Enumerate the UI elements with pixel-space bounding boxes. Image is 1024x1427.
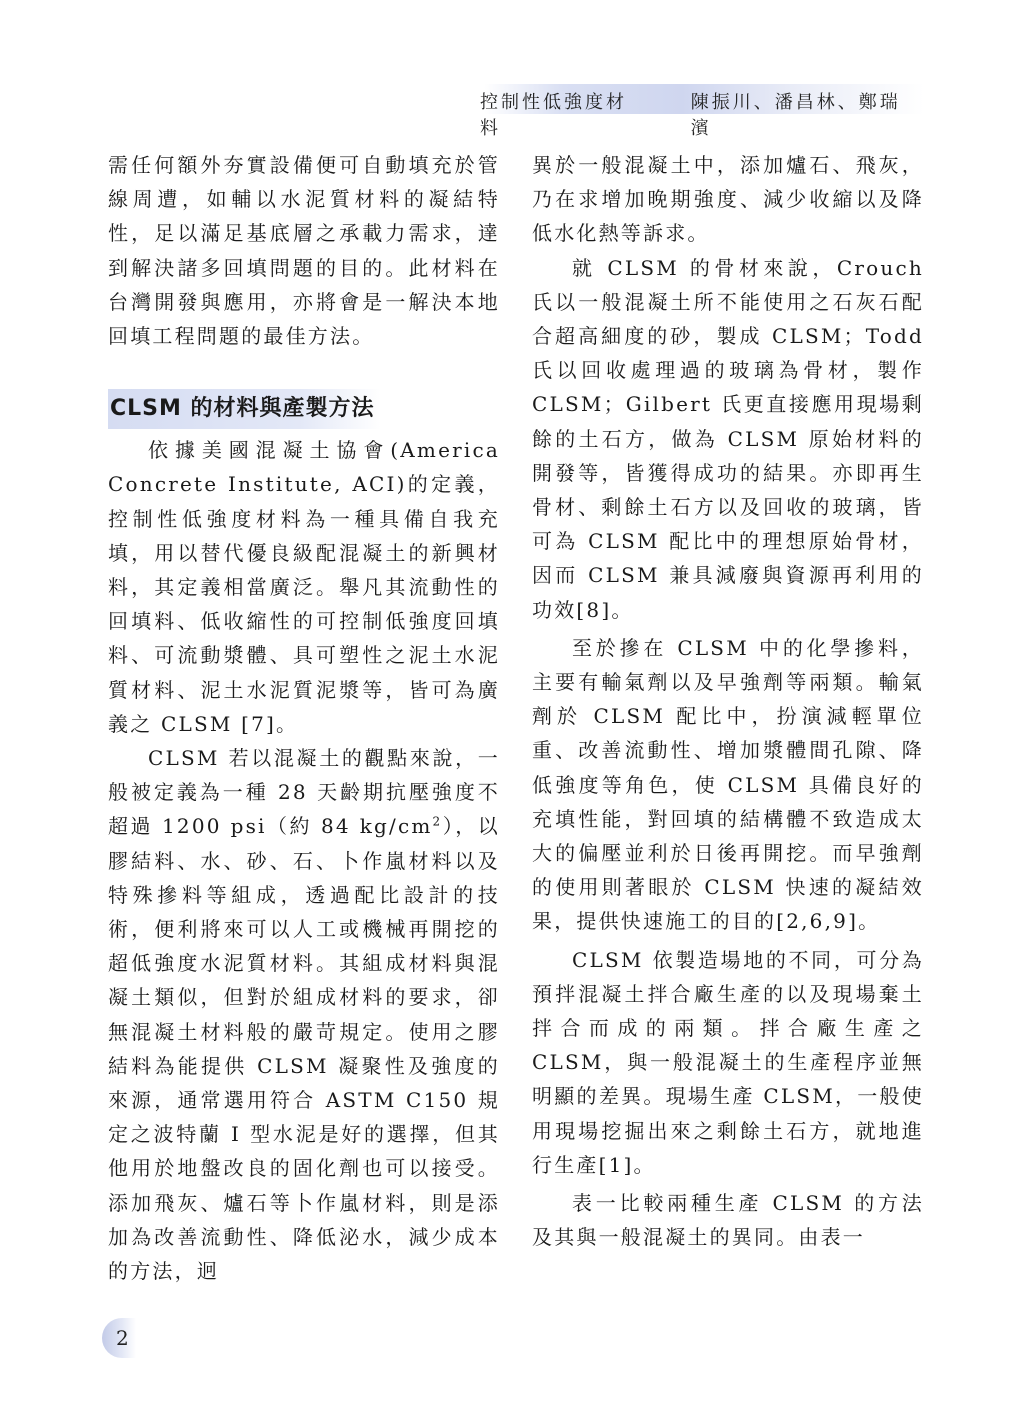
paragraph-text: CLSM 若以混凝土的觀點來說，一般被定義為一種 28 天齡期抗壓強度不超過 1200 psi（約 84 kg/cm	[108, 746, 500, 839]
paragraph: 至於摻在 CLSM 中的化學摻料，主要有輸氣劑以及早強劑等兩類。輸氣劑於 CLSM 配比中，扮演減輕單位重、改善流動性、增加漿體間孔隙、降低強度等角色，使 CLSM 具備良好的充填性能，對回填的結構體不致造成太大的偏壓並利於日後再開挖。而早強劑的使用則著眼於 CLSM 快速的凝結效果，提供快速施工的目的[2,6,9]。	[532, 635, 924, 934]
paragraph: CLSM 依製造場地的不同，可分為預拌混凝土拌合廠生產的以及現場棄土拌合而成的兩類。拌合廠生產之 CLSM，與一般混凝土的生產程序並無明顯的差異。現場生產 CLSM，一般使用現場挖掘出來之剩餘土石方，就地進行生產[1]。	[532, 947, 924, 1177]
paragraph: 依據美國混凝土協會(America Concrete Institute, ACI)的定義，控制性低強度材料為一種具備自我充填，用以替代優良級配混凝土的新興材料，其定義相當廣泛。舉凡其流動性的回填料、低收縮性的可控制低強度回填料、可流動漿體、具可塑性之泥土水泥質材料、泥土水泥質泥漿等，皆可為廣義之 CLSM [7]。	[108, 438, 500, 736]
paragraph	[108, 741, 500, 1288]
header-title: 控制性低強度材料	[480, 92, 627, 139]
paragraph: 異於一般混凝土中，添加爐石、飛灰，乃在求增加晚期強度、減少收縮以及降低水化熱等訴求。	[532, 153, 924, 246]
right-column	[532, 148, 924, 1255]
header-authors: 陳振川、潘昌林、鄭瑞濱	[690, 92, 901, 139]
paragraph-text: ），以膠結料、水、砂、石、卜作嵐材料以及特殊摻料等組成，透過配比設計的技術，便利將來可以人工或機械再開挖的超低強度水泥質材料。其組成材料與混凝土類似，但對於組成材料的要求，卻無混凝土材料般的嚴苛規定。使用之膠結料為能提供 CLSM 凝聚性及強度的來源，通常選用符合 ASTM C150 規定之波特蘭 I 型水泥是好的選擇，但其他用於地盤改良的固化劑也可以接受。添加飛灰、爐石等卜作嵐材料，則是添加為改善流動性、降低泌水，減少成本的方法，迥	[108, 814, 500, 1284]
left-column	[108, 148, 500, 1288]
paragraph: 需任何額外夯實設備便可自動填充於管線周遭，如輔以水泥質材料的凝結特性，足以滿足基底層之承載力需求，達到解決諸多回填問題的目的。此材料在台灣開發與應用，亦將會是一解決本地回填工程問題的最佳方法。	[108, 153, 500, 349]
running-header	[480, 88, 920, 140]
page-number-tab	[102, 1318, 136, 1358]
paragraph: 表一比較兩種生產 CLSM 的方法及其與一般混凝土的異同。由表一	[532, 1191, 924, 1250]
page-number: 2	[116, 1326, 129, 1350]
superscript: 2	[432, 814, 443, 829]
section-heading: CLSM 的材料與產製方法	[108, 389, 381, 429]
paragraph: 就 CLSM 的骨材來說，Crouch 氏以一般混凝土所不能使用之石灰石配合超高細度的砂，製成 CLSM；Todd 氏以回收處理過的玻璃為骨材，製作 CLSM；Gilbert 氏更直接應用現場剩餘的土石方，做為 CLSM 原始材料的開發等，皆獲得成功的結果。亦即再生骨材、剩餘土石方以及回收的玻璃，皆可為 CLSM 配比中的理想原始骨材，因而 CLSM 兼具減廢與資源再利用的功效[8]。	[532, 255, 924, 622]
section-heading-wrap	[108, 389, 500, 429]
